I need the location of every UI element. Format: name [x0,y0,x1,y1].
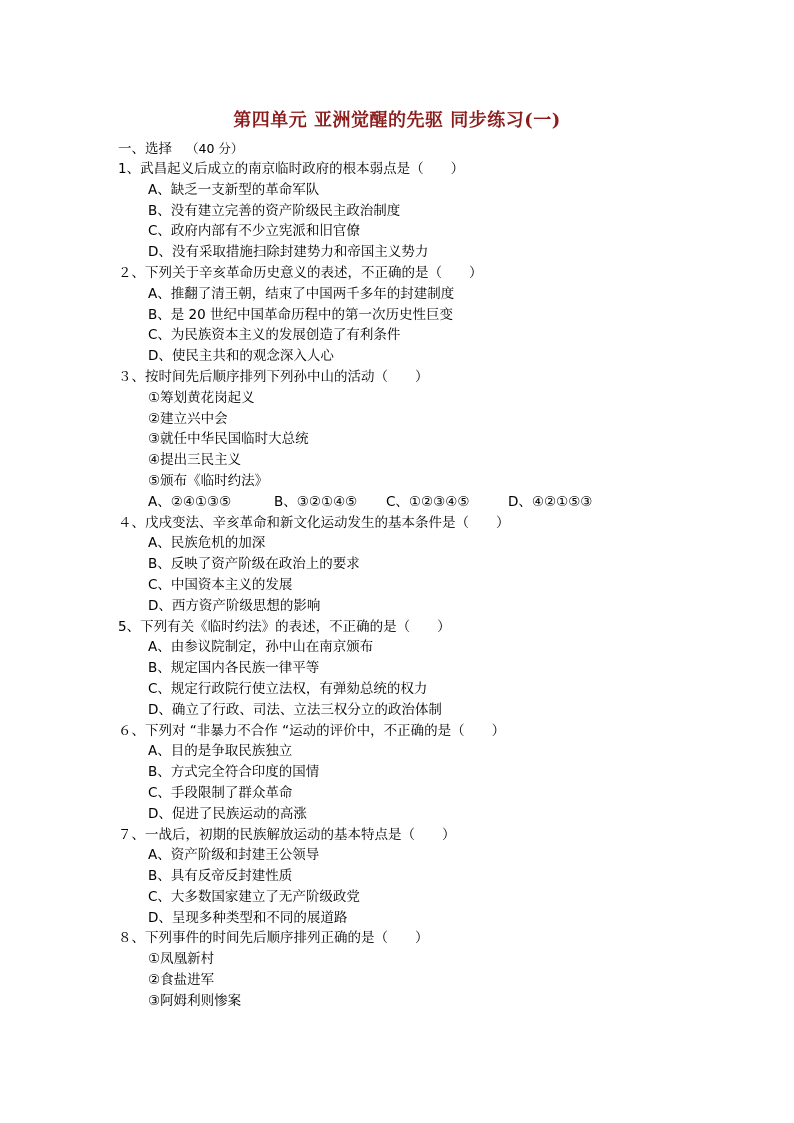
question-8-item-3: ③阿姆利则惨案 [148,992,242,1009]
question-3-item-5: ⑤颁布《临时约法》 [148,472,269,489]
section-heading [118,137,243,157]
question-6-option-b: B、方式完全符合印度的国情 [148,764,320,781]
question-1-option-d: D、没有采取措施扫除封建势力和帝国主义势力 [148,244,429,261]
question-2-option-b: B、是 20 世纪中国革命历程中的第一次历史性巨变 [148,306,454,323]
question-4-option-d: D、西方资产阶级思想的影响 [148,597,321,614]
question-7-option-a: A、资产阶级和封建王公领导 [148,847,320,864]
question-1-option-c: C、政府内部有不少立宪派和旧官僚 [148,223,360,240]
question-8-stem: ８、下列事件的时间先后顺序排列正确的是（ ） [118,930,429,947]
question-3-choice-d: D、④②①⑤③ [508,493,593,510]
question-1-stem: 1、武昌起义后成立的南京临时政府的根本弱点是（ ） [118,161,465,177]
question-3-stem: ３、按时间先后顺序排列下列孙中山的活动（ ） [118,368,429,385]
question-3-item-1: ①筹划黄花岗起义 [148,389,255,406]
question-7-option-c: C、大多数国家建立了无产阶级政党 [148,888,360,905]
question-3-item-3: ③就任中华民国临时大总统 [148,431,309,448]
section-label: 一、选择 [118,141,172,157]
question-4-option-a: A、民族危机的加深 [148,535,266,552]
question-3-choice-a: A、②④①③⑤ [148,493,232,510]
question-5-option-b: B、规定国内各民族一律平等 [148,660,320,677]
question-8-item-2: ②食盐进军 [148,972,215,989]
page-title: 第四单元 亚洲觉醒的先驱 同步练习(一) [233,110,561,131]
question-2-option-a: A、推翻了清王朝，结束了中国两千多年的封建制度 [148,285,455,302]
question-6-option-c: C、手段限制了群众革命 [148,784,293,801]
question-2-stem: ２、下列关于辛亥革命历史意义的表述，不正确的是（ ） [118,264,483,281]
question-5-stem: 5、下列有关《临时约法》的表述，不正确的是（ ） [118,618,451,635]
section-score: （40 分） [186,141,244,156]
question-4-option-b: B、反映了资产阶级在政治上的要求 [148,556,360,573]
question-2-option-c: C、为民族资本主义的发展创造了有利条件 [148,327,401,344]
question-list [118,159,718,1012]
question-5-option-a: A、由参议院制定，孙中山在南京颁布 [148,639,374,656]
question-6-option-a: A、目的是争取民族独立 [148,743,293,760]
question-1-option-b: B、没有建立完善的资产阶级民主政治制度 [148,202,401,219]
question-8-item-1: ①凤凰新村 [148,951,215,968]
question-3-choice-b: B、③②①④⑤ [274,493,358,510]
question-1-option-a: A、缺乏一支新型的革命军队 [148,181,320,198]
question-3-item-2: ②建立兴中会 [148,410,228,427]
question-4-stem: ４、戊戌变法、辛亥革命和新文化运动发生的基本条件是（ ） [118,514,510,531]
question-7-option-b: B、具有反帝反封建性质 [148,868,293,885]
question-2-option-d: D、使民主共和的观念深入人心 [148,348,334,365]
question-3-item-4: ④提出三民主义 [148,452,242,469]
question-5-option-d: D、确立了行政、司法、立法三权分立的政治体制 [148,701,442,718]
question-3-choices [118,492,718,513]
question-7-option-d: D、呈现多种类型和不同的展道路 [148,909,348,926]
question-7-stem: ７、一战后，初期的民族解放运动的基本特点是（ ） [118,826,456,843]
question-6-option-d: D、促进了民族运动的高涨 [148,805,307,822]
question-3-choice-c: C、①②③④⑤ [386,493,470,510]
question-6-stem: ６、下列对 “非暴力不合作 “运动的评价中，不正确的是（ ） [118,722,506,739]
question-5-option-c: C、规定行政院行使立法权，有弹劾总统的权力 [148,680,428,697]
question-4-option-c: C、中国资本主义的发展 [148,576,293,593]
